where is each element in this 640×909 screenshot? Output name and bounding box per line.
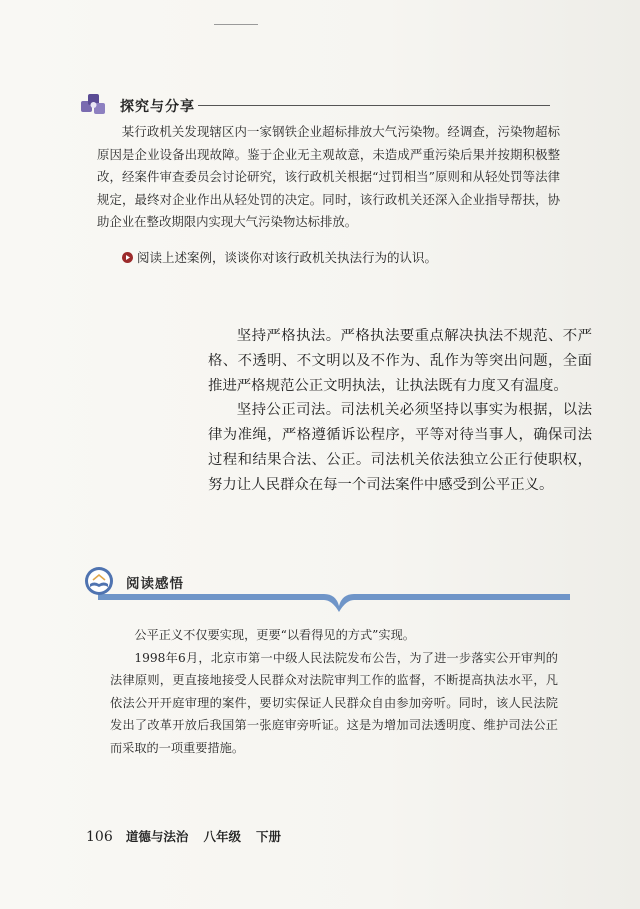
main-text — [208, 324, 592, 498]
reading-intro-paragraph: 公平正义不仅要实现，更要“以看得见的方式”实现。 — [134, 628, 415, 642]
page-number: 106 — [86, 829, 113, 845]
volume-label: 下册 — [256, 829, 282, 844]
reading-case-paragraph: 1998年6月，北京市第一中级人民法院发布公告，为了进一步落实公开审判的法律原则，更直接地接受人民群众对法院审判工作的监督，不断提高执法水平，凡依法公开开庭审理的案件，要切实保证人民群众自由参加旁听。同时，该人民法院发出了改革开放后我国第一张庭审旁听证。这是为增加司法透明度、维护司法公正而采取的一项重要措施。 — [110, 650, 558, 755]
explore-share-title: 探究与分享 — [120, 99, 195, 115]
play-bullet-icon — [122, 252, 133, 263]
top-divider — [214, 24, 258, 25]
case-text: 某行政机关发现辖区内一家钢铁企业超标排放大气污染物。经调查，污染物超标原因是企业设备出现故障。鉴于企业无主观故意，未造成严重污染后果并按期积极整改，经案件审查委员会讨论研究，该行政机关根据“过罚相当”原则和从轻处罚等法律规定，最终对企业作出从轻处罚的决定。同时，该行政机关还深入企业指导帮扶，协助企业在整改期限内实现大气污染物达标排放。 — [97, 124, 560, 230]
reading-insight-header — [84, 566, 570, 612]
page-footer — [86, 826, 291, 845]
reading-insight-body — [110, 624, 558, 760]
subject-name: 道德与法治 — [125, 829, 189, 844]
cube-cluster-icon — [80, 92, 108, 118]
open-book-icon — [84, 566, 114, 596]
header-rule — [198, 105, 550, 106]
prompt-text: 阅读上述案例，谈谈你对该行政机关执法行为的认识。 — [137, 250, 438, 265]
grade-label: 八年级 — [203, 829, 241, 844]
fair-justice-paragraph: 坚持公正司法。司法机关必须坚持以事实为根据，以法律为准绳，严格遵循诉讼程序，平等对待当事人，确保司法过程和结果合法、公正。司法机关依法独立公正行使职权，努力让人民群众在每一个司法案件中感受到公平正义。 — [208, 402, 592, 493]
strict-enforcement-paragraph: 坚持严格执法。严格执法要重点解决执法不规范、不严格、不透明、不文明以及不作为、乱作为等突出问题，全面推进严格规范公正文明执法，让执法既有力度又有温度。 — [208, 328, 592, 394]
explore-share-header — [80, 92, 550, 118]
reading-insight-title: 阅读感悟 — [126, 576, 184, 592]
